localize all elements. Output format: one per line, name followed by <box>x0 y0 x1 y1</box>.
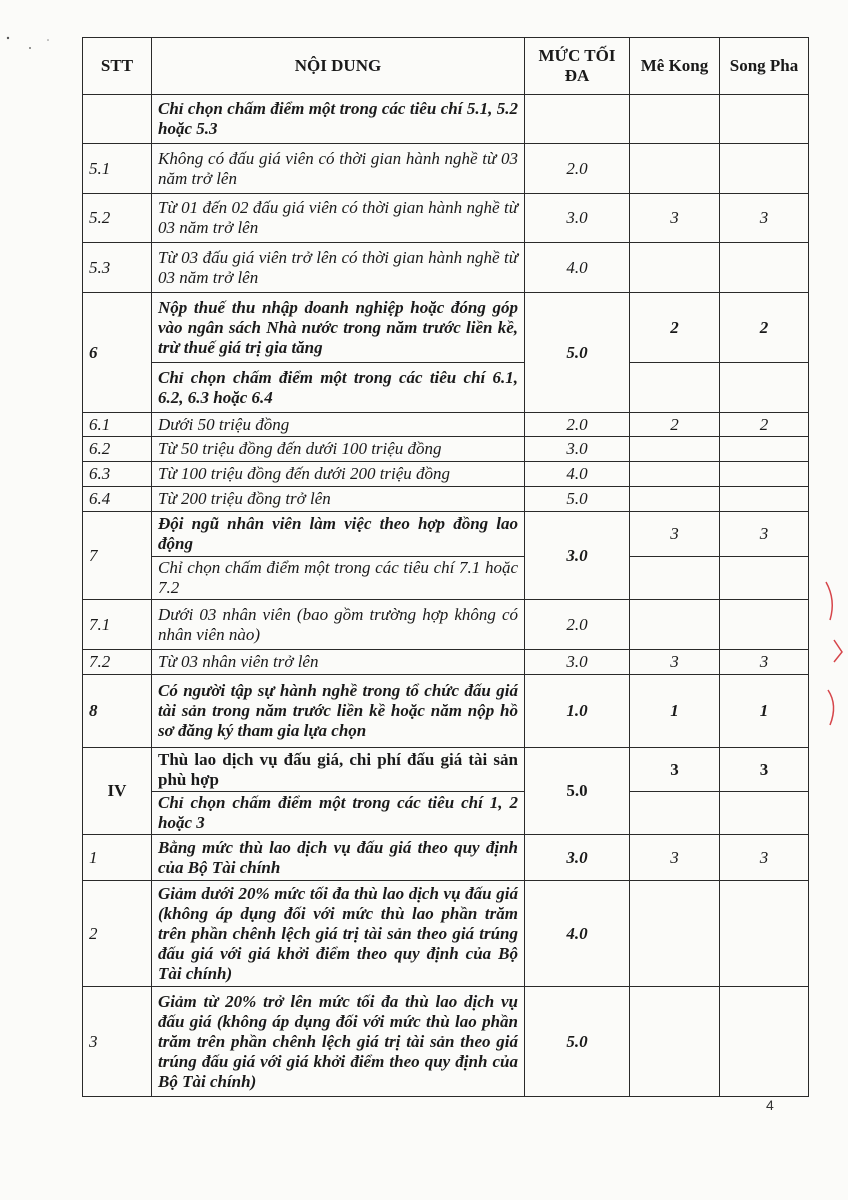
row-songpha: 2 <box>720 293 809 363</box>
row-content: Chỉ chọn chấm điểm một trong các tiêu chí 7.1 hoặc 7.2 <box>152 557 525 600</box>
header-content: NỘI DUNG <box>152 38 525 95</box>
row-max: 3.0 <box>525 835 630 881</box>
row-max: 4.0 <box>525 462 630 487</box>
row-max: 1.0 <box>525 675 630 748</box>
row-stt: 3 <box>83 987 152 1097</box>
scoring-table <box>82 37 809 1097</box>
row-content: Từ 50 triệu đồng đến dưới 100 triệu đồng <box>152 437 525 462</box>
row-max: 5.0 <box>525 987 630 1097</box>
row-content: Bằng mức thù lao dịch vụ đấu giá theo quy định của Bộ Tài chính <box>152 835 525 881</box>
table-row <box>83 557 809 600</box>
row-stt: 6.1 <box>83 413 152 437</box>
row-content: Chỉ chọn chấm điểm một trong các tiêu chí 5.1, 5.2 hoặc 5.3 <box>152 95 525 144</box>
row-content: Từ 01 đến 02 đấu giá viên có thời gian hành nghề từ 03 năm trở lên <box>152 194 525 243</box>
table-row <box>83 243 809 293</box>
row-content: Giảm từ 20% trở lên mức tối đa thù lao dịch vụ đấu giá (không áp dụng đối với mức thù lao phần trăm trên phần chênh lệch giá trị tài sản theo giá trúng đấu giá với giá khởi điểm theo quy định của Bộ Tài chính) <box>152 987 525 1097</box>
row-stt: 7.1 <box>83 600 152 650</box>
row-max: 3.0 <box>525 650 630 675</box>
row-songpha: 3 <box>720 650 809 675</box>
row-max: 2.0 <box>525 413 630 437</box>
row-max: 5.0 <box>525 487 630 512</box>
row-songpha: 3 <box>720 748 809 792</box>
row-content: Từ 100 triệu đồng đến dưới 200 triệu đồng <box>152 462 525 487</box>
row-content: Từ 03 đấu giá viên trở lên có thời gian hành nghề từ 03 năm trở lên <box>152 243 525 293</box>
row-stt: 5.3 <box>83 243 152 293</box>
row-mekong: 3 <box>630 835 720 881</box>
row-content: Giảm dưới 20% mức tối đa thù lao dịch vụ đấu giá (không áp dụng đối với mức thù lao phần trăm trên phần chênh lệch giá trị tài sản theo giá trúng đấu giá với giá khởi điểm theo quy định của Bộ Tài chính) <box>152 881 525 987</box>
row-max: 2.0 <box>525 144 630 194</box>
row-max: 5.0 <box>525 293 630 413</box>
row-mekong: 3 <box>630 650 720 675</box>
row-max: 3.0 <box>525 512 630 600</box>
table-row <box>83 144 809 194</box>
row-stt: 6.2 <box>83 437 152 462</box>
table-row <box>83 363 809 413</box>
row-content: Chỉ chọn chấm điểm một trong các tiêu chí 1, 2 hoặc 3 <box>152 792 525 835</box>
scan-speck <box>0 30 60 60</box>
row-content: Thù lao dịch vụ đấu giá, chi phí đấu giá tài sản phù hợp <box>152 748 525 792</box>
header-songpha: Song Pha <box>720 38 809 95</box>
row-max: 4.0 <box>525 881 630 987</box>
row-stt: 5.1 <box>83 144 152 194</box>
row-content: Từ 03 nhân viên trở lên <box>152 650 525 675</box>
row-max: 5.0 <box>525 748 630 835</box>
table-row <box>83 462 809 487</box>
row-stt: 1 <box>83 835 152 881</box>
row-stt: 2 <box>83 881 152 987</box>
table-row <box>83 194 809 243</box>
row-content: Không có đấu giá viên có thời gian hành nghề từ 03 năm trở lên <box>152 144 525 194</box>
row-stt: 6 <box>83 293 152 413</box>
row-stt: 7.2 <box>83 650 152 675</box>
row-songpha: 3 <box>720 835 809 881</box>
row-content: Có người tập sự hành nghề trong tổ chức đấu giá tài sản trong năm trước liền kề hoặc năm nộp hồ sơ đăng ký tham gia lựa chọn <box>152 675 525 748</box>
row-stt: IV <box>83 748 152 835</box>
row-content: Chỉ chọn chấm điểm một trong các tiêu chí 6.1, 6.2, 6.3 hoặc 6.4 <box>152 363 525 413</box>
row-mekong: 3 <box>630 194 720 243</box>
row-songpha: 3 <box>720 512 809 557</box>
stamp-fragment <box>820 580 848 740</box>
table-row <box>83 512 809 557</box>
row-stt: 5.2 <box>83 194 152 243</box>
page-number: 4 <box>766 1097 774 1113</box>
row-stt: 6.3 <box>83 462 152 487</box>
table-row <box>83 437 809 462</box>
table-row <box>83 748 809 792</box>
row-stt: 7 <box>83 512 152 600</box>
table-row <box>83 835 809 881</box>
row-stt: 6.4 <box>83 487 152 512</box>
row-songpha: 2 <box>720 413 809 437</box>
row-content: Đội ngũ nhân viên làm việc theo hợp đồng lao động <box>152 512 525 557</box>
table-row <box>83 987 809 1097</box>
header-max: MỨC TỐI ĐA <box>525 38 630 95</box>
header-stt: STT <box>83 38 152 95</box>
row-mekong: 1 <box>630 675 720 748</box>
row-stt: 8 <box>83 675 152 748</box>
row-songpha: 3 <box>720 194 809 243</box>
header-mekong: Mê Kong <box>630 38 720 95</box>
row-content: Nộp thuế thu nhập doanh nghiệp hoặc đóng góp vào ngân sách Nhà nước trong năm trước liền kề, trừ thuế giá trị gia tăng <box>152 293 525 363</box>
table-row <box>83 95 809 144</box>
row-mekong: 3 <box>630 512 720 557</box>
table-row <box>83 650 809 675</box>
row-max: 4.0 <box>525 243 630 293</box>
row-content: Dưới 50 triệu đồng <box>152 413 525 437</box>
table-row <box>83 881 809 987</box>
table-row <box>83 293 809 363</box>
row-mekong: 2 <box>630 413 720 437</box>
table-row <box>83 487 809 512</box>
row-songpha: 1 <box>720 675 809 748</box>
row-mekong: 3 <box>630 748 720 792</box>
row-max: 3.0 <box>525 437 630 462</box>
row-max: 2.0 <box>525 600 630 650</box>
table-header-row <box>83 38 809 95</box>
row-max: 3.0 <box>525 194 630 243</box>
table-row <box>83 413 809 437</box>
table-row <box>83 792 809 835</box>
row-content: Dưới 03 nhân viên (bao gồm trường hợp không có nhân viên nào) <box>152 600 525 650</box>
row-content: Từ 200 triệu đồng trở lên <box>152 487 525 512</box>
table-row <box>83 675 809 748</box>
row-mekong: 2 <box>630 293 720 363</box>
table-row <box>83 600 809 650</box>
